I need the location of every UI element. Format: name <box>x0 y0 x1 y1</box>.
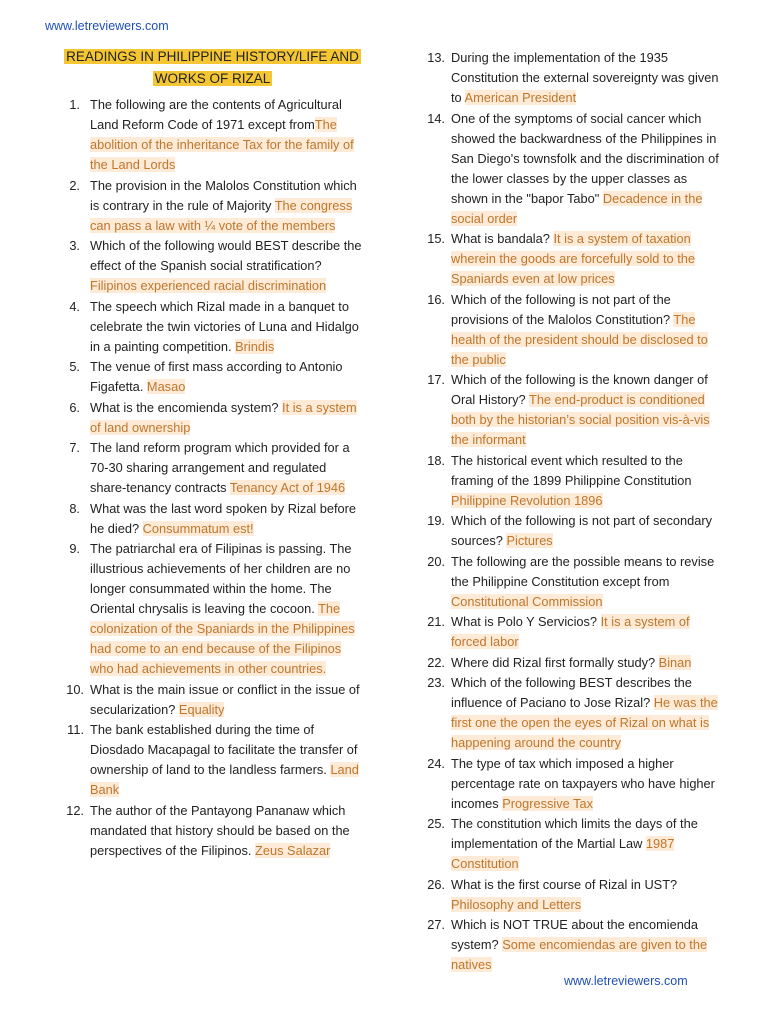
question-text: What is bandala? <box>451 231 554 246</box>
question-item <box>421 552 726 612</box>
question-item <box>60 720 365 800</box>
question-text: Which of the following would BEST describe the effect of the Spanish social stratification? <box>90 238 362 273</box>
answer-highlight: It is a system of taxation wherein the goods are forcefully sold to the Spaniards even at low prices <box>451 231 695 286</box>
question-item <box>421 653 726 673</box>
question-number: 16. <box>427 291 445 307</box>
answer-highlight: Equality <box>178 701 225 717</box>
question-item <box>60 297 365 357</box>
question-number: 26. <box>427 876 445 892</box>
question-text: During the implementation of the 1935 Constitution the external sovereignty was given to <box>451 50 719 105</box>
question-item <box>60 95 365 175</box>
question-number: 27. <box>427 917 445 932</box>
question-number: 2. <box>69 177 80 193</box>
question-number: 7. <box>69 440 80 455</box>
question-text: Which of the following is not part of secondary sources? <box>451 513 713 548</box>
answer-highlight: Some encomiendas are given to the natives <box>451 937 708 972</box>
question-text: The patriarchal era of Filipinas is passing. The illustrious achievements of her children are no longer consummated within the home. The Oriental chrysalis is leaving the cocoon. <box>90 541 352 616</box>
answer-highlight: Masao <box>146 379 186 394</box>
question-number: 24. <box>427 755 445 771</box>
question-text: The speech which Rizal made in a banquet to celebrate the twin victories of Luna and Hidalgo in a painting competition. <box>90 298 359 354</box>
question-number: 1. <box>69 97 80 112</box>
question-number: 11. <box>67 722 84 737</box>
question-item <box>421 48 726 108</box>
question-list-right <box>421 48 726 975</box>
answer-highlight: Philosophy and Letters <box>451 896 582 912</box>
question-item <box>60 398 365 438</box>
question-item <box>421 109 726 229</box>
question-number: 3. <box>69 238 80 253</box>
answer-highlight: Philippine Revolution 1896 <box>451 492 603 508</box>
question-number: 4. <box>69 298 80 314</box>
question-text: The land reform program which provided for a 70-30 sharing arrangement and regulated share-tenancy contracts <box>90 440 350 495</box>
answer-highlight: 1987 Constitution <box>451 836 675 871</box>
footer-website-link[interactable]: www.letreviewers.com <box>564 974 688 988</box>
question-text: The following are the possible means to revise the Philippine Constitution except from <box>451 553 715 589</box>
question-text: The constitution which limits the days of the implementation of the Martial Law <box>451 816 698 851</box>
question-item <box>421 814 726 874</box>
question-text: What is the main issue or conflict in the issue of secularization? <box>90 681 360 717</box>
answer-highlight: Tenancy Act of 1946 <box>229 480 346 495</box>
question-item <box>421 451 726 511</box>
question-number: 23. <box>427 675 445 690</box>
question-number: 25. <box>427 816 445 831</box>
answer-highlight: The congress can pass a law with ¼ vote of the members <box>90 197 353 233</box>
question-number: 6. <box>69 399 80 415</box>
question-text: Which of the following is not part of the provisions of the Malolos Constitution? <box>451 291 674 327</box>
right-column <box>421 48 726 976</box>
question-number: 15. <box>427 231 445 246</box>
answer-highlight: Progressive Tax <box>502 795 594 811</box>
question-text: What is Polo Y Servicios? <box>451 614 601 629</box>
answer-highlight: Consummatum est! <box>142 520 254 536</box>
question-item <box>421 875 726 915</box>
question-text: Where did Rizal first formally study? <box>451 654 659 670</box>
answer-highlight: Decadence in the social order <box>451 190 703 226</box>
answer-highlight: Binan <box>658 654 692 670</box>
answer-highlight: It is a system of land ownership <box>90 399 357 435</box>
question-text: What was the last word spoken by Rizal before he died? <box>90 500 357 536</box>
question-item <box>421 754 726 814</box>
question-number: 20. <box>427 553 445 569</box>
question-item <box>60 539 365 679</box>
answer-highlight: Land Bank <box>90 762 359 797</box>
question-item <box>60 236 365 296</box>
question-text: What is the first course of Rizal in UST? <box>451 876 678 892</box>
answer-highlight: Filipinos experienced racial discrimination <box>90 278 327 293</box>
question-item <box>60 499 365 539</box>
question-text: The following are the contents of Agricultural Land Reform Code of 1971 except from <box>90 97 342 132</box>
question-text: The provision in the Malolos Constitution which is contrary in the rule of Majority <box>90 177 357 213</box>
header-website-link[interactable]: www.letreviewers.com <box>45 19 169 33</box>
question-number: 21. <box>427 614 445 629</box>
question-list-left <box>60 95 365 861</box>
question-number: 17. <box>427 372 445 387</box>
question-text: One of the symptoms of social cancer which showed the backwardness of the Philippines in San Diego's townsfolk and the discrimination of the lower classes by the upper classes as shown in the "bapor Tabo" <box>451 110 719 206</box>
question-text: Which is NOT TRUE about the encomienda system? <box>451 917 699 952</box>
answer-highlight: Brindis <box>235 338 275 354</box>
question-number: 12. <box>66 802 84 818</box>
question-text: The author of the Pantayong Pananaw which mandated that history should be based on the perspectives of the Filipinos. <box>90 802 350 858</box>
question-text: Which of the following is the known danger of Oral History? <box>451 372 708 407</box>
question-item <box>60 680 365 720</box>
question-number: 9. <box>69 541 80 556</box>
question-item <box>60 438 365 498</box>
question-item <box>421 915 726 975</box>
answer-highlight: The end-product is conditioned both by the historian’s social position vis-à-vis the informant <box>451 392 710 447</box>
document-title <box>60 46 365 90</box>
question-item <box>421 290 726 370</box>
answer-highlight: He was the first one the open the eyes of Rizal on what is happening around the country <box>451 695 718 750</box>
question-number: 10. <box>66 681 84 697</box>
answer-highlight: The health of the president should be disclosed to the public <box>451 311 708 367</box>
question-number: 19. <box>427 513 445 528</box>
question-number: 14. <box>427 110 445 126</box>
question-text: Which of the following BEST describes the influence of Paciano to Jose Rizal? <box>451 675 692 710</box>
question-item <box>421 229 726 289</box>
title-line-2: WORKS OF RIZAL <box>154 71 271 86</box>
answer-highlight: The colonization of the Spaniards in the Philippines had come to an end because of the Filipinos who had achievements in other countries. <box>90 601 355 676</box>
question-number: 5. <box>69 359 80 374</box>
question-item <box>421 673 726 753</box>
question-text: What is the encomienda system? <box>90 399 283 415</box>
question-item <box>60 801 365 861</box>
question-text: The venue of first mass according to Antonio Figafetta. <box>90 359 343 394</box>
left-column <box>60 46 365 861</box>
question-text: The bank established during the time of Diosdado Macapagal to facilitate the transfer of ownership of land to the landless farmers. <box>90 722 358 777</box>
question-number: 18. <box>427 452 445 468</box>
answer-highlight: It is a system of forced labor <box>451 614 690 649</box>
question-item <box>421 511 726 551</box>
answer-highlight: American President <box>464 90 577 105</box>
question-number: 8. <box>69 500 80 516</box>
question-item <box>421 612 726 652</box>
answer-highlight: Pictures <box>506 533 553 548</box>
question-item <box>60 357 365 397</box>
question-item <box>421 370 726 450</box>
question-text: The type of tax which imposed a higher percentage rate on taxpayers who have higher incomes <box>451 755 715 811</box>
answer-highlight: The abolition of the inheritance Tax for the family of the Land Lords <box>90 117 354 172</box>
answer-highlight: Zeus Salazar <box>255 842 331 858</box>
question-number: 13. <box>427 50 445 65</box>
question-text: The historical event which resulted to the framing of the 1899 Philippine Constitution <box>451 452 692 488</box>
question-item <box>60 176 365 236</box>
question-number: 22. <box>427 654 445 670</box>
answer-highlight: Constitutional Commission <box>451 593 603 609</box>
title-line-1: READINGS IN PHILIPPINE HISTORY/LIFE AND <box>66 49 359 64</box>
